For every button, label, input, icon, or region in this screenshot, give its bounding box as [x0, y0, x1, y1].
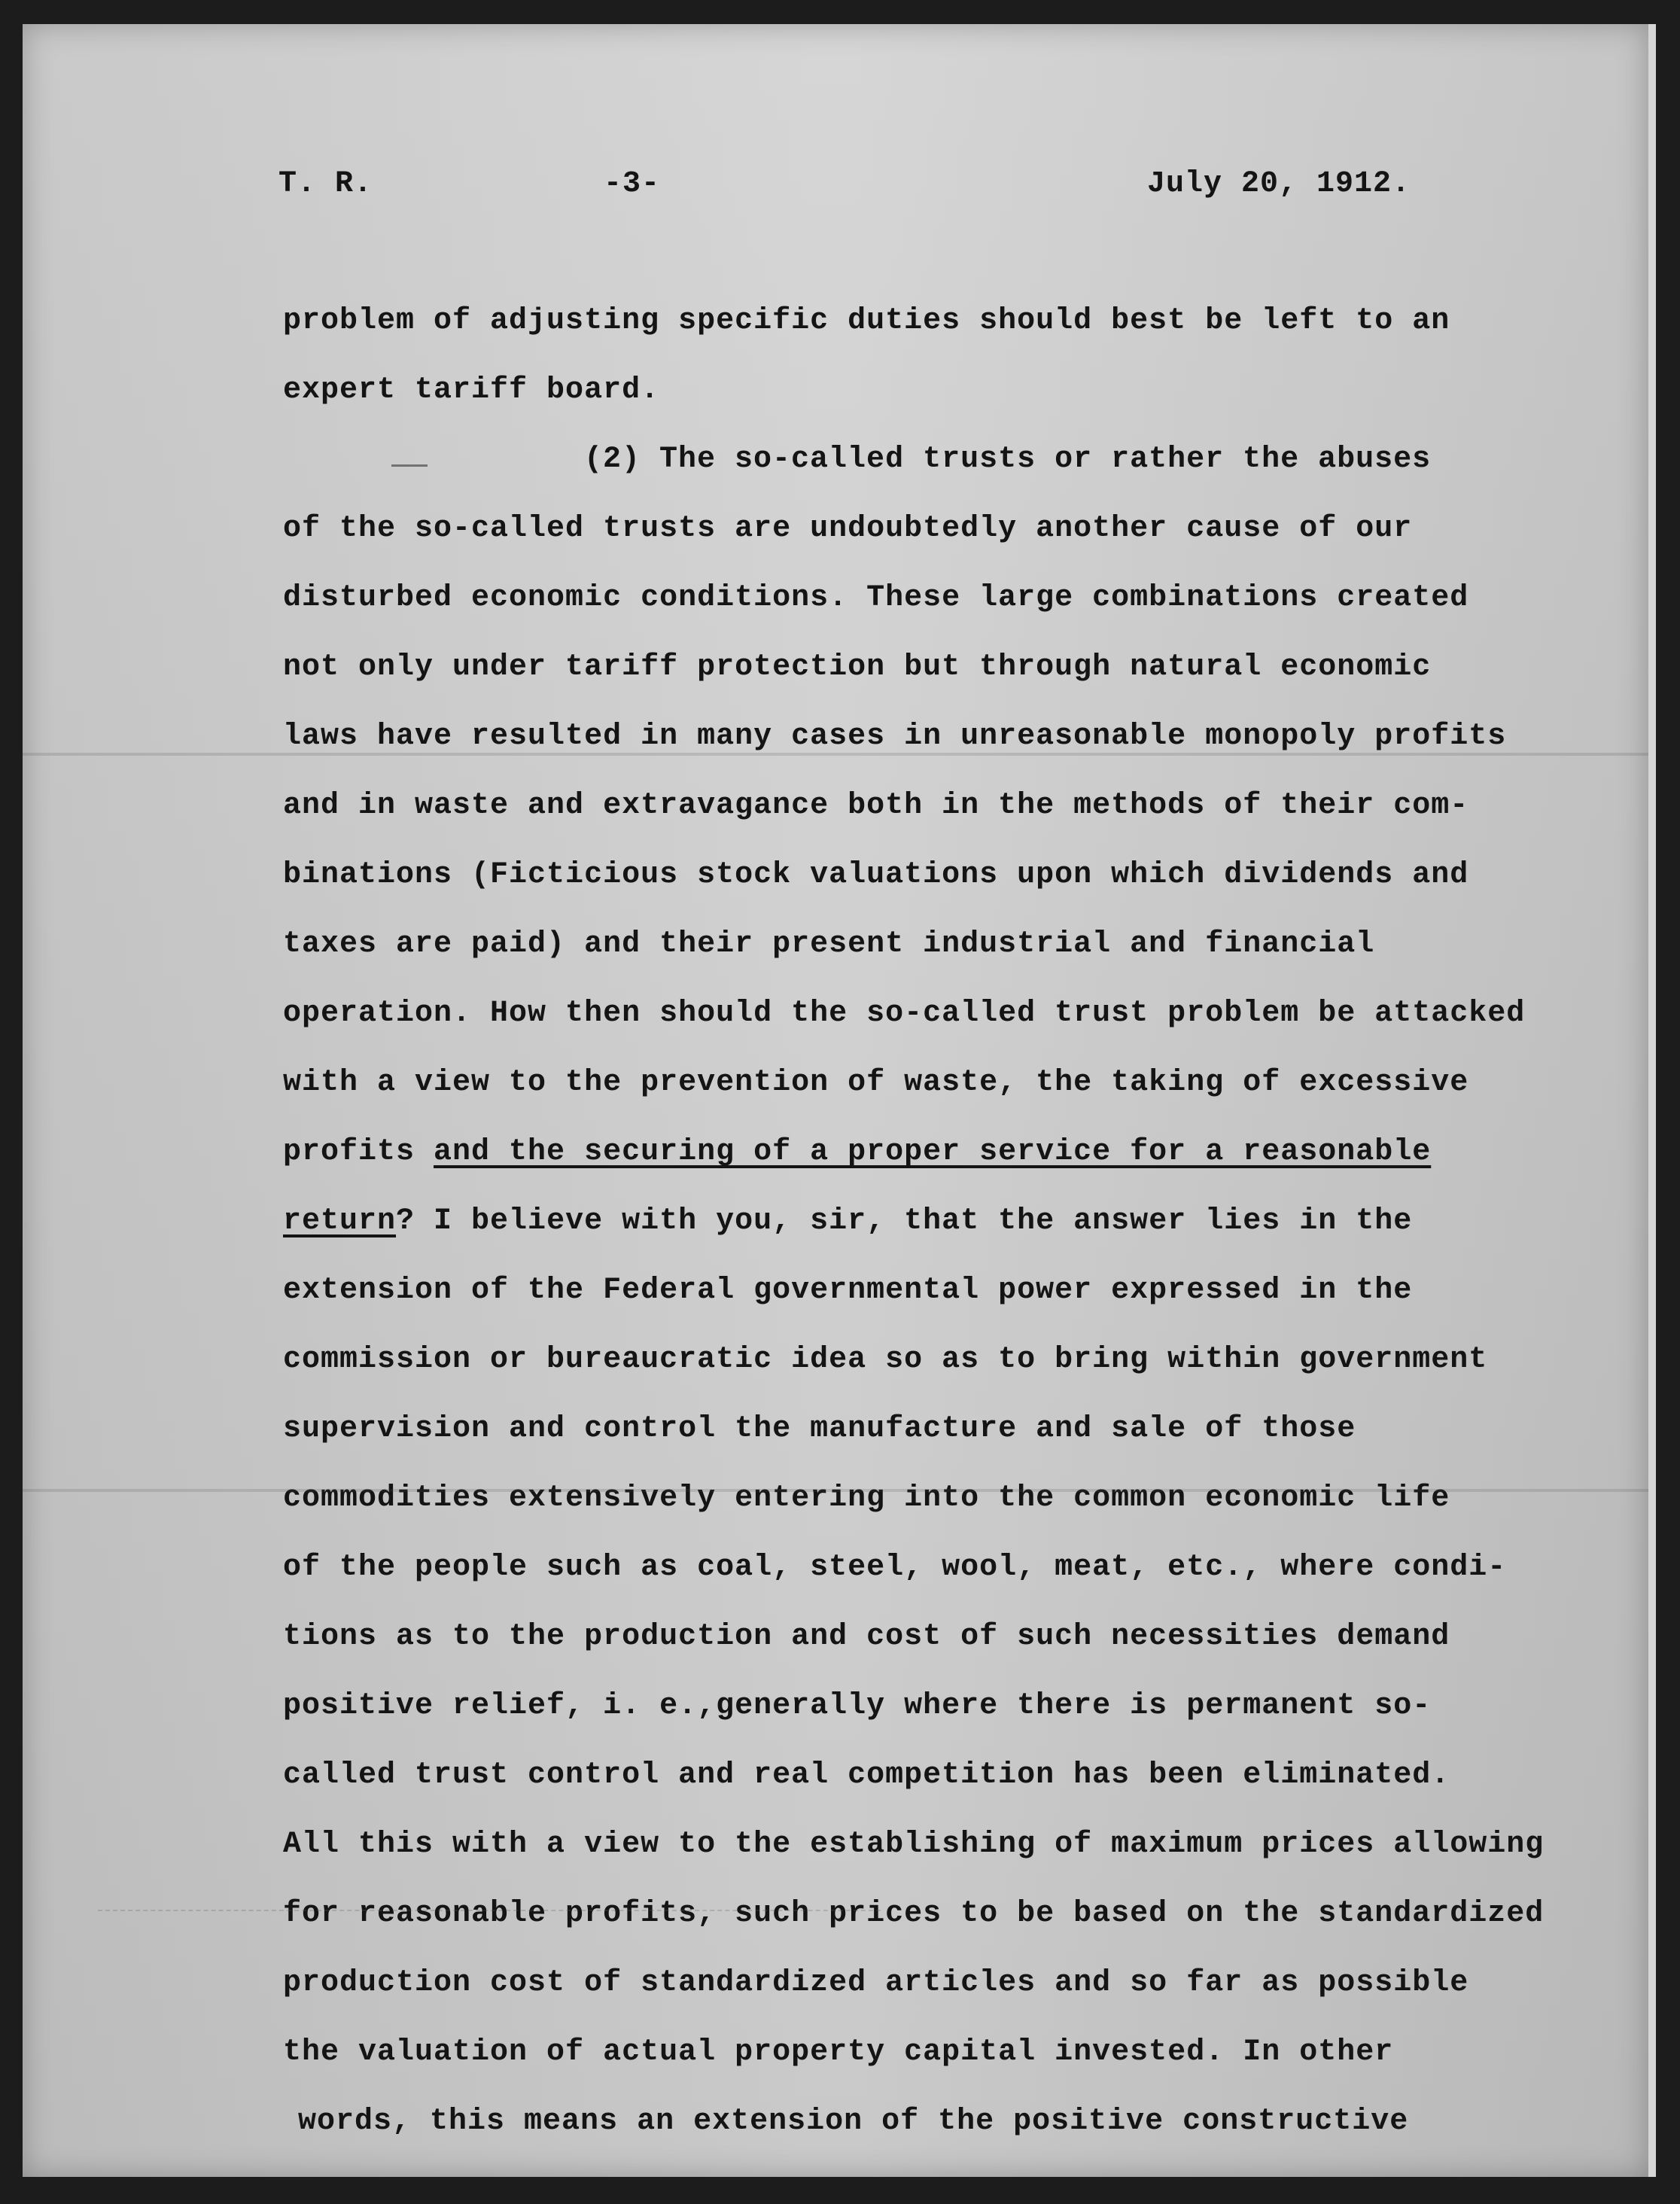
text-line: [283, 1064, 1544, 1134]
line-text: production cost of standardized articles and so far as possible: [283, 1966, 1469, 2000]
text-line: [283, 1341, 1544, 1411]
text-line: [283, 2103, 1544, 2172]
line-text: operation. How then should the so-called trust problem be attacked: [283, 997, 1526, 1030]
text-line: [283, 1688, 1544, 1757]
text-line: [283, 441, 1544, 510]
line-text: positive relief, i. e.,generally where there is permanent so-: [283, 1689, 1432, 1723]
text-line: [283, 857, 1544, 926]
text-line: [283, 1272, 1544, 1341]
line-text: the valuation of actual property capital invested. In other: [283, 2035, 1394, 2069]
page-number: -3-: [604, 167, 661, 201]
text-line: [283, 1826, 1544, 1895]
line-text: not only under tariff protection but through natural economic: [283, 650, 1432, 684]
text-line: [283, 1134, 1544, 1203]
line-text: commission or bureaucratic idea so as to bring within government: [283, 1343, 1488, 1377]
line-text: of the people such as coal, steel, wool, meat, etc., where condi-: [283, 1551, 1507, 1585]
line-text: supervision and control the manufacture and sale of those: [283, 1412, 1356, 1446]
paper-fold-crease: [23, 1489, 1648, 1492]
line-text: extension of the Federal governmental power expressed in the: [283, 1274, 1413, 1307]
underlined-text: return: [283, 1204, 397, 1238]
paper-fold-crease: [23, 753, 1648, 756]
text-line: [283, 926, 1544, 995]
text-line: [283, 1965, 1544, 2034]
line-text: with a view to the prevention of waste, the taking of excessive: [283, 1066, 1469, 1100]
text-line: [283, 1203, 1544, 1272]
line-text: of the so-called trusts are undoubtedly another cause of our: [283, 512, 1413, 546]
text-line: [283, 580, 1544, 649]
line-text: problem of adjusting specific duties should best be left to an: [283, 304, 1450, 338]
letter-date: July 20, 1912.: [1147, 167, 1411, 201]
line-text: called trust control and real competition has been eliminated.: [283, 1758, 1450, 1792]
header-initials: T. R.: [278, 167, 373, 201]
text-line: [283, 1757, 1544, 1826]
line-text: tions as to the production and cost of such necessities demand: [283, 1620, 1450, 1654]
faint-marginal-marks: [98, 1887, 881, 1911]
line-text: commodities extensively entering into the common economic life: [283, 1481, 1450, 1515]
line-text: taxes are paid) and their present industrial and financial: [283, 927, 1375, 961]
text-line: [283, 1618, 1544, 1688]
line-text: binations (Ficticious stock valuations upon which dividends and: [283, 858, 1469, 892]
line-text: laws have resulted in many cases in unreasonable monopoly profits: [283, 720, 1507, 753]
text-line: [283, 649, 1544, 718]
line-text: expert tariff board.: [283, 373, 660, 407]
line-text: All this with a view to the establishing of maximum prices allowing: [283, 1828, 1545, 1862]
underlined-text: and the securing of a proper service for a reasonable: [434, 1135, 1432, 1169]
text-line: [283, 2034, 1544, 2103]
line-text: (2) The so-called trusts or rather the abuses: [584, 443, 1432, 476]
text-line: [283, 1549, 1544, 1618]
text-line: [283, 1411, 1544, 1480]
page-header: [23, 167, 1648, 212]
line-text: ? I believe with you, sir, that the answer lies in the: [396, 1204, 1413, 1238]
line-text: words, this means an extension of the positive constructive: [298, 2105, 1409, 2139]
line-text: and in waste and extravagance both in the methods of their com-: [283, 789, 1469, 823]
text-line: [283, 303, 1544, 372]
text-line: [283, 372, 1544, 441]
line-text: for reasonable profits, such prices to be based on the standardized: [283, 1897, 1545, 1931]
line-text: disturbed economic conditions. These large combinations created: [283, 581, 1469, 615]
text-line: [283, 510, 1544, 580]
typed-letter-page: [23, 24, 1656, 2177]
line-text: profits: [283, 1135, 434, 1169]
text-line: [283, 787, 1544, 857]
text-line: [283, 995, 1544, 1064]
